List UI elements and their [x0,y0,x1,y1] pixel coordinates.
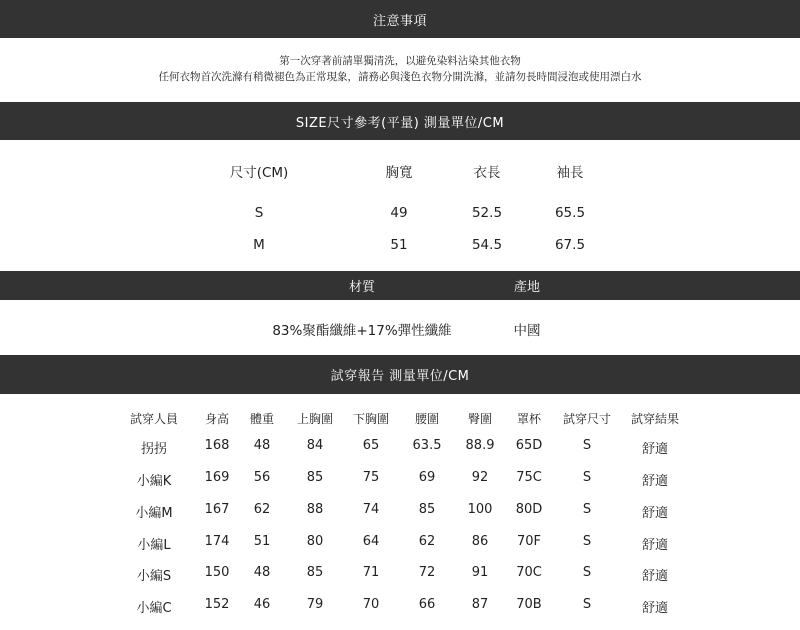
size-chart-header-cell: 袖長 [556,165,584,181]
trial-cell: S [582,565,592,580]
trial-cell: 46 [253,597,271,612]
size-chart-cell: 67.5 [554,237,586,253]
size-chart-cell: S [254,205,264,221]
size-chart-header-cell: 尺寸(CM) [229,165,289,181]
origin-label: 產地 [513,280,541,295]
size-chart-header [0,102,800,140]
trial-cell: S [582,597,592,612]
trial-cell: 84 [306,438,324,453]
trial-header-cell: 罩杯 [516,412,542,426]
size-chart-cell: 65.5 [554,205,586,221]
trial-report-title: 試穿報告 測量單位/CM [330,369,470,384]
trial-cell: 86 [471,534,489,549]
trial-cell: 56 [253,470,271,485]
trial-cell: 71 [362,565,380,580]
trial-cell: 79 [306,597,324,612]
trial-cell: 舒適 [641,538,669,553]
trial-cell: 69 [418,470,436,485]
notice-line-1: 第一次穿著前請單獨清洗，以避免染料沾染其他衣物 [279,55,521,67]
trial-cell: 62 [253,502,271,517]
material-label: 材質 [348,280,376,295]
trial-cell: 91 [471,565,489,580]
trial-cell: 70F [516,534,542,549]
trial-cell: 48 [253,565,271,580]
trial-cell: 66 [418,597,436,612]
trial-cell: 88 [306,502,324,517]
trial-header-cell: 腰圍 [414,412,440,426]
trial-cell: 87 [471,597,489,612]
trial-cell: S [582,502,592,517]
trial-cell: 85 [306,470,324,485]
trial-cell: 85 [306,565,324,580]
trial-cell: 85 [418,502,436,517]
material-header [0,271,800,300]
trial-cell: 100 [467,502,493,517]
trial-cell: 70C [516,565,542,580]
notice-header [0,0,800,38]
size-chart-header-cell: 胸寬 [385,165,413,181]
trial-cell: 62 [418,534,436,549]
trial-cell: 74 [362,502,380,517]
trial-cell: 舒適 [641,474,669,489]
trial-cell: 72 [418,565,436,580]
trial-header-cell: 臀圍 [467,412,493,426]
trial-cell: 舒適 [641,442,669,457]
trial-header-cell: 試穿結果 [630,412,680,426]
trial-cell: 63.5 [412,438,442,453]
trial-header-cell: 體重 [249,412,275,426]
size-chart-cell: 49 [390,205,408,221]
trial-cell: 51 [253,534,271,549]
trial-cell: 88.9 [465,438,495,453]
size-chart-cell: 52.5 [471,205,503,221]
trial-report-header [0,355,800,394]
trial-cell: 80D [515,502,543,517]
notice-line-2: 任何衣物首次洗滌有稍微褪色為正常現象，請務必與淺色衣物分開洗滌，並請勿長時間浸泡或使用漂白水 [158,71,642,83]
trial-cell: 小編C [136,601,172,616]
trial-cell: 75C [516,470,542,485]
trial-cell: 152 [204,597,230,612]
trial-header-cell: 身高 [204,412,230,426]
trial-header-cell: 上胸圍 [296,412,334,426]
trial-cell: 168 [204,438,230,453]
trial-cell: 65 [362,438,380,453]
trial-cell: 小編K [136,474,172,489]
trial-cell: 舒適 [641,506,669,521]
size-chart-header-cell: 衣長 [473,165,501,181]
trial-header-cell: 下胸圍 [352,412,390,426]
trial-cell: 舒適 [641,569,669,584]
trial-cell: S [582,470,592,485]
trial-cell: 小編S [136,569,172,584]
trial-cell: 169 [204,470,230,485]
trial-cell: 75 [362,470,380,485]
size-chart-cell: 54.5 [471,237,503,253]
trial-cell: 174 [204,534,230,549]
trial-cell: 70 [362,597,380,612]
trial-header-cell: 試穿人員 [129,412,179,426]
trial-cell: 小編L [137,538,171,553]
size-chart-title: SIZE尺寸參考(平量) 測量單位/CM [295,115,505,131]
size-chart-cell: 51 [390,237,408,253]
trial-cell: 150 [204,565,230,580]
trial-cell: S [582,438,592,453]
trial-cell: 70B [516,597,542,612]
material-value: 83%聚酯纖維+17%彈性纖維 [272,323,452,339]
trial-cell: 小編M [135,506,173,521]
trial-cell: 48 [253,438,271,453]
origin-value: 中國 [513,323,541,339]
size-chart-cell: M [253,237,265,253]
trial-cell: 拐拐 [140,442,168,457]
trial-cell: 65D [515,438,543,453]
trial-cell: S [582,534,592,549]
trial-cell: 80 [306,534,324,549]
notice-title: 注意事項 [372,13,427,29]
trial-header-cell: 試穿尺寸 [562,412,612,426]
trial-cell: 舒適 [641,601,669,616]
trial-cell: 64 [362,534,380,549]
trial-cell: 167 [204,502,230,517]
trial-cell: 92 [471,470,489,485]
